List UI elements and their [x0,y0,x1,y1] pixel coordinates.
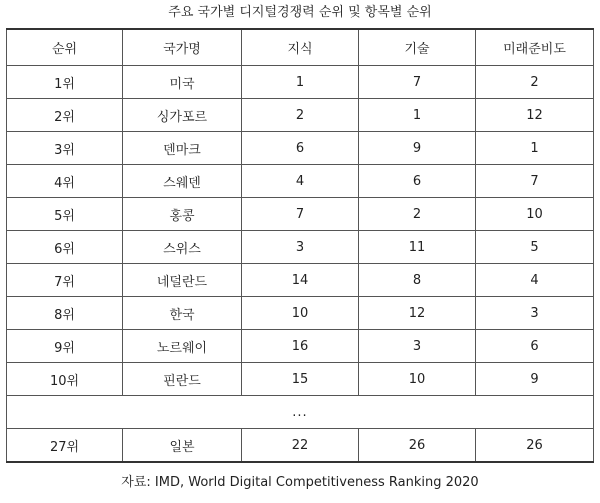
cell-rank: 3위 [7,132,123,165]
table-row [7,66,594,99]
cell-technology: 7 [359,66,476,99]
cell-country: 네덜란드 [123,264,242,297]
cell-future-readiness: 9 [476,363,594,396]
cell-future-readiness: 7 [476,165,594,198]
cell-country: 한국 [123,297,242,330]
cell-future-readiness: 3 [476,297,594,330]
table-header-row [7,29,594,66]
header-country: 국가명 [123,29,242,66]
cell-knowledge: 4 [242,165,359,198]
cell-technology: 6 [359,165,476,198]
cell-future-readiness: 5 [476,231,594,264]
cell-technology: 26 [359,429,476,463]
cell-country: 일본 [123,429,242,463]
cell-knowledge: 22 [242,429,359,463]
table-row [7,198,594,231]
cell-technology: 10 [359,363,476,396]
cell-rank: 7위 [7,264,123,297]
cell-future-readiness: 4 [476,264,594,297]
cell-rank: 4위 [7,165,123,198]
cell-knowledge: 1 [242,66,359,99]
cell-knowledge: 2 [242,99,359,132]
cell-future-readiness: 6 [476,330,594,363]
cell-future-readiness: 1 [476,132,594,165]
cell-knowledge: 6 [242,132,359,165]
source-note: 자료: IMD, World Digital Competitiveness Ranking 2020 [121,475,479,490]
cell-country: 스위스 [123,231,242,264]
cell-technology: 9 [359,132,476,165]
cell-rank: 1위 [7,66,123,99]
table-row [7,330,594,363]
cell-future-readiness: 12 [476,99,594,132]
cell-future-readiness: 26 [476,429,594,463]
table-row [7,132,594,165]
header-future-readiness: 미래준비도 [476,29,594,66]
header-technology: 기술 [359,29,476,66]
cell-country: 핀란드 [123,363,242,396]
cell-knowledge: 3 [242,231,359,264]
cell-technology: 3 [359,330,476,363]
header-knowledge: 지식 [242,29,359,66]
table-row [7,231,594,264]
cell-knowledge: 15 [242,363,359,396]
cell-country: 미국 [123,66,242,99]
cell-rank: 9위 [7,330,123,363]
table-row [7,99,594,132]
table-ellipsis-row [7,396,594,429]
cell-country: 덴마크 [123,132,242,165]
cell-country: 노르웨이 [123,330,242,363]
table-row [7,264,594,297]
cell-knowledge: 7 [242,198,359,231]
table-row [7,165,594,198]
cell-ellipsis: ... [7,396,594,429]
cell-country: 스웨덴 [123,165,242,198]
cell-knowledge: 16 [242,330,359,363]
cell-technology: 1 [359,99,476,132]
table-row [7,297,594,330]
cell-knowledge: 10 [242,297,359,330]
cell-country: 싱가포르 [123,99,242,132]
cell-technology: 12 [359,297,476,330]
cell-technology: 2 [359,198,476,231]
table-row [7,363,594,396]
cell-future-readiness: 10 [476,198,594,231]
cell-rank: 27위 [7,429,123,463]
cell-rank: 2위 [7,99,123,132]
ranking-table [6,28,594,463]
cell-knowledge: 14 [242,264,359,297]
table-row [7,429,594,463]
table-title: 주요 국가별 디지털경쟁력 순위 및 항목별 순위 [168,5,432,20]
cell-rank: 5위 [7,198,123,231]
cell-rank: 10위 [7,363,123,396]
cell-country: 홍콩 [123,198,242,231]
cell-rank: 8위 [7,297,123,330]
cell-technology: 8 [359,264,476,297]
cell-rank: 6위 [7,231,123,264]
cell-future-readiness: 2 [476,66,594,99]
header-rank: 순위 [7,29,123,66]
cell-technology: 11 [359,231,476,264]
